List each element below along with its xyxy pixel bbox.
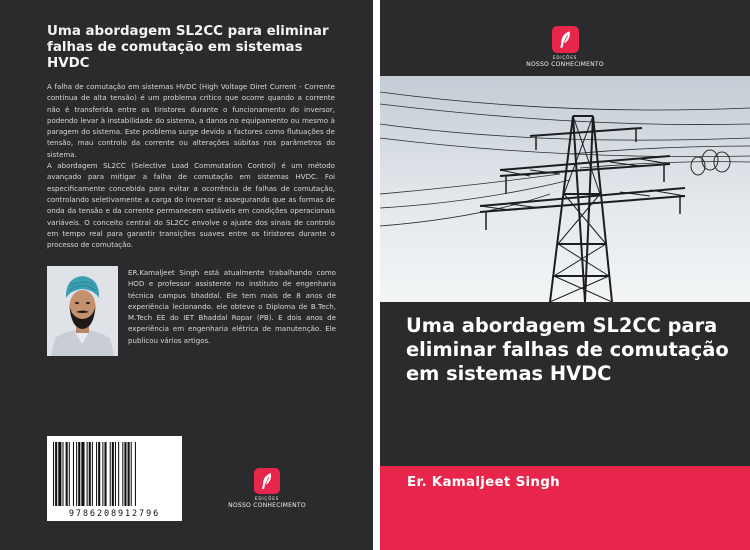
front-publisher-logo [515, 26, 615, 68]
barcode-bar [118, 442, 119, 506]
barcode-bar [62, 442, 63, 506]
isbn-number: 9786208912796 [68, 509, 161, 519]
barcode-bar [131, 442, 132, 506]
publisher-name: NOSSO CONHECIMENTO [228, 502, 306, 509]
barcode-icon [47, 436, 182, 508]
barcode-bar [104, 442, 106, 506]
spine [373, 0, 380, 550]
author-bio: ER.Kamaljeet Singh está atualmente trabalhando como HOD e professor assistente no instituto de engenharia técnica campus bhaddal. Ele tem mais de 8 anos de experiência lecionando. ele obteve o Diploma de B.Tech, M.Tech EE do IET Bhaddal Ropar (PB). E dois anos de experiência em engenharia elétrica de manutenção. Ele publicou vários artigos. [128, 268, 336, 345]
transmission-tower-image [380, 76, 750, 302]
barcode-bar [128, 442, 130, 506]
barcode-bar [92, 442, 93, 506]
barcode-bar [73, 442, 74, 506]
synopsis-paragraph: A falha de comutação em sistemas HVDC (High Voltage Diret Current - Corrente contínua de alta tensão) é um problema crítico que ocorre quando a corrente não é transferida entre os tiristores durante o funcionamento do inversor, podendo levar à instabilidade do sistema, a danos no equipamento ou mesmo à paragem do sistema. Este problema surge devido a factores como flutuações de tensão, mau controlo da corrente ou alterações súbitas nos parâmetros do sistema. [47, 82, 335, 159]
quill-logo-icon [254, 468, 280, 494]
synopsis [47, 81, 335, 250]
author-portrait-icon [47, 266, 118, 356]
barcode-bar [122, 442, 123, 506]
barcode-bar [96, 442, 97, 506]
barcode-bar [135, 442, 136, 506]
publisher-small-label: EDIÇÕES [254, 496, 280, 501]
barcode-bar [112, 442, 114, 506]
author-photo [47, 266, 118, 356]
barcode-bar [98, 442, 100, 506]
barcode-bar [89, 442, 91, 506]
quill-logo-icon [552, 26, 579, 53]
barcode-bar [115, 442, 116, 506]
back-publisher-logo [219, 468, 315, 509]
barcode-bar [58, 442, 61, 506]
back-cover [0, 0, 373, 550]
author-band [380, 466, 750, 550]
barcode-bar [78, 442, 80, 506]
barcode-bar [81, 442, 84, 506]
barcode-bar [53, 442, 54, 506]
barcode-bar [55, 442, 57, 506]
barcode-bar [110, 442, 111, 506]
back-cover-title: Uma abordagem SL2CC para eliminar falhas de comutação em sistemas HVDC [47, 24, 329, 71]
publisher-name: NOSSO CONHECIMENTO [526, 61, 604, 68]
barcode-bar [69, 442, 70, 506]
barcode-bar [102, 442, 103, 506]
cover-photo [380, 76, 750, 302]
front-cover [380, 0, 750, 550]
publisher-small-label: EDIÇÕES [552, 55, 578, 60]
front-cover-title: Uma abordagem SL2CC para eliminar falhas de comutação em sistemas HVDC [406, 314, 729, 386]
barcode-bar [124, 442, 126, 506]
author-name: Er. Kamaljeet Singh [407, 475, 560, 490]
barcode-bar [76, 442, 77, 506]
barcode [47, 436, 182, 521]
synopsis-paragraph: A abordagem SL2CC (Selective Load Commutation Control) é um método avançado para mitigar a falha de comutação em sistemas HVDC. Foi especificamente concebida para evitar a ocorrência de falhas de comutação, controlando seletivamente a carga do inversor e assegurando que as formas de onda da tensão e da corrente permanecem estáveis em condições operacionais variáveis. O conceito central do SL2CC envolve o ajuste dos sinais de controlo em tempo real para garantir transições suaves entre os tiristores durante o processo de comutação. [47, 161, 335, 250]
barcode-bar [87, 442, 88, 506]
barcode-bar [66, 442, 68, 506]
